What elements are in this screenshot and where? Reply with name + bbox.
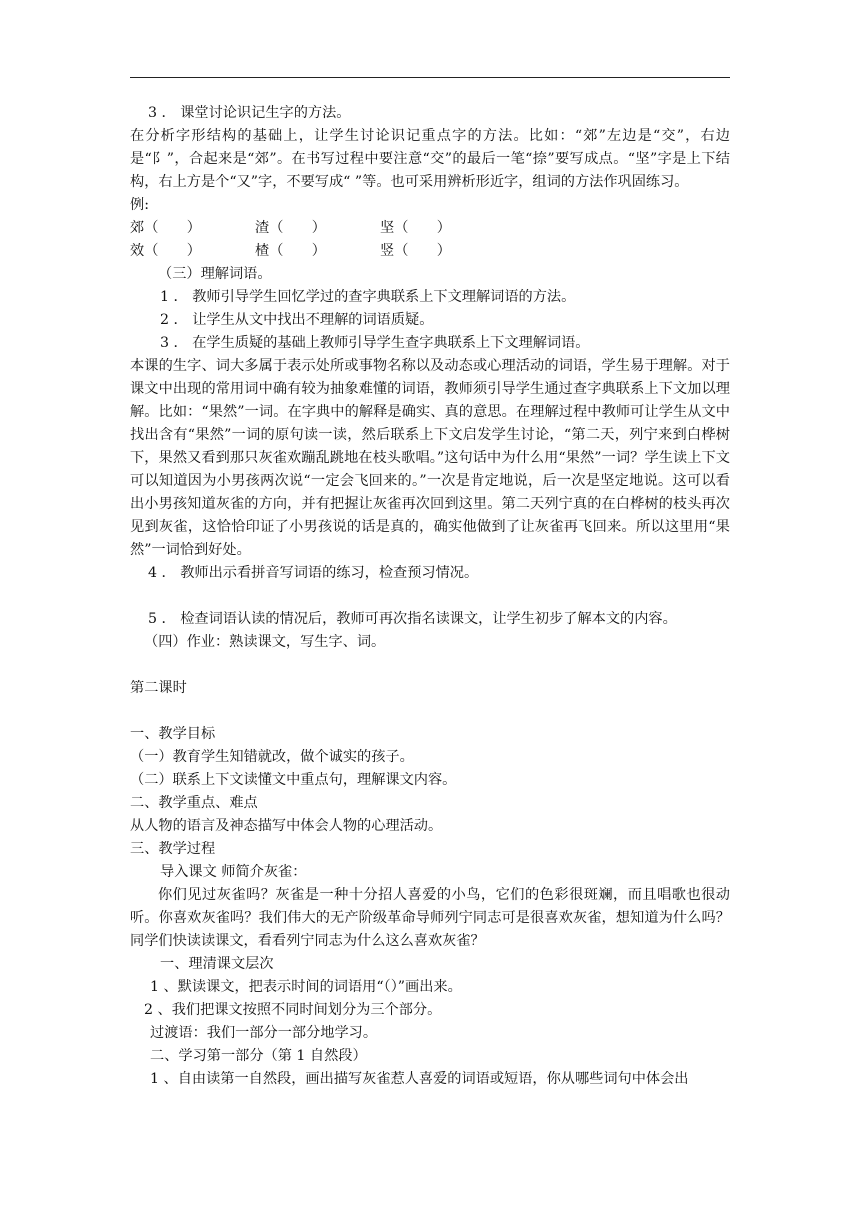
process-heading: 三、教学过程: [130, 841, 216, 857]
step2-title: 二、学习第一部分（第 1 自然段）: [150, 1048, 367, 1064]
section3-item-4: 4 ． 教师出示看拼音写词语的练习，检查预习情况。: [148, 565, 479, 581]
section3-item-5: 5 ． 检查词语认读的情况后，教师可再次指名读课文，让学生初步了解本文的内容。: [148, 611, 677, 627]
step1-title: 一、理清课文层次: [160, 956, 274, 972]
section3-item-2: 2 ． 让学生从文中找出不理解的词语质疑。: [160, 312, 434, 328]
document-page: [130, 102, 730, 1091]
example-label: 例:: [130, 197, 149, 213]
example-cell: 竖（ ）: [380, 243, 451, 259]
section3-item-1: 1 ． 教师引导学生回忆学过的查字典联系上下文理解词语的方法。: [160, 289, 576, 305]
section3-title: （三）理解词语。: [158, 266, 272, 282]
goal-1: （一）教育学生知错就改，做个诚实的孩子。: [130, 749, 414, 765]
focus-body: 从人物的语言及神态描写中体会人物的心理活动。: [130, 818, 443, 834]
example-cell: 坚（ ）: [380, 220, 451, 236]
item3-body: 在分析字形结构的基础上，让学生讨论识记重点字的方法。比如：“郊”左边是“交”，右边是“阝”，合起来是“郊”。在书写过程中要注意“交”的最后一笔“捺”要写成点。“坚”字是上下结构，右上方是个“又”字，不要写成“ ”等。也可采用辨析形近字，组词的方法作巩固练习。: [130, 128, 730, 190]
transition-line: 过渡语：我们一部分一部分地学习。: [150, 1025, 378, 1041]
example-row-1: [130, 217, 730, 240]
example-cell: 郊（ ）: [130, 220, 201, 236]
section3-item-3: 3 ． 在学生质疑的基础上教师引导学生查字典联系上下文理解词语。: [160, 335, 590, 351]
spacer: [130, 654, 730, 677]
goal-2: （二）联系上下文读懂文中重点句，理解课文内容。: [130, 772, 457, 788]
example-row-2: [130, 240, 730, 263]
example-cell: 楂（ ）: [255, 243, 326, 259]
intro-line: 导入课文 师简介灰雀：: [160, 864, 307, 880]
intro-body: 你们见过灰雀吗？灰雀是一种十分招人喜爱的小鸟，它们的色彩很斑斓，而且唱歌也很动听。你喜欢灰雀吗？我们伟大的无产阶级革命导师列宁同志可是很喜欢灰雀，想知道为什么吗？同学们快读读课文，看看列宁同志为什么这么喜欢灰雀？: [130, 887, 730, 949]
example-cell: 效（ ）: [130, 243, 201, 259]
focus-heading: 二、教学重点、难点: [130, 795, 258, 811]
section4-title: （四）作业：熟读课文，写生字、词。: [144, 634, 386, 650]
section3-body: 本课的生字、词大多属于表示处所或事物名称以及动态或心理活动的词语，学生易于理解。对于课文中出现的常用词中确有较为抽象难懂的词语，教师须引导学生通过查字典联系上下文加以理解。比如：“果然”一词。在字典中的解释是确实、真的意思。在理解过程中教师可让学生从文中找出含有“果然”一词的原句读一读，然后联系上下文启发学生讨论，“第二天，列宁来到白桦树下，果然又看到那只灰雀欢蹦乱跳地在枝头歌唱。”这句话中为什么用“果然”一词？学生读上下文可以知道因为小男孩两次说“一定会飞回来的。”一次是肯定地说，后一次是坚定地说。这可以看出小男孩知道灰雀的方向，并有把握让灰雀再次回到这里。第二天列宁真的在白桦树的枝头再次见到灰雀，这恰恰印证了小男孩说的话是真的，确实他做到了让灰雀再飞回来。所以这里用“果然”一词恰到好处。: [130, 358, 730, 558]
example-cell: 渣（ ）: [255, 220, 326, 236]
step1-item-2: 2 、我们把课文按照不同时间划分为三个部分。: [144, 1002, 442, 1018]
item3-title: 3 ． 课堂讨论识记生字的方法。: [148, 105, 351, 121]
lesson-title: 第二课时: [130, 680, 187, 696]
step2-item-1: 1 、自由读第一自然段，画出描写灰雀惹人喜爱的词语或短语，你从哪些词句中体会出: [150, 1071, 689, 1087]
step1-item-1: 1 、默读课文，把表示时间的词语用“（）”画出来。: [150, 979, 462, 995]
goal-heading: 一、教学目标: [130, 726, 216, 742]
spacer: [130, 585, 730, 608]
spacer: [130, 700, 730, 723]
header-rule: [130, 77, 730, 78]
